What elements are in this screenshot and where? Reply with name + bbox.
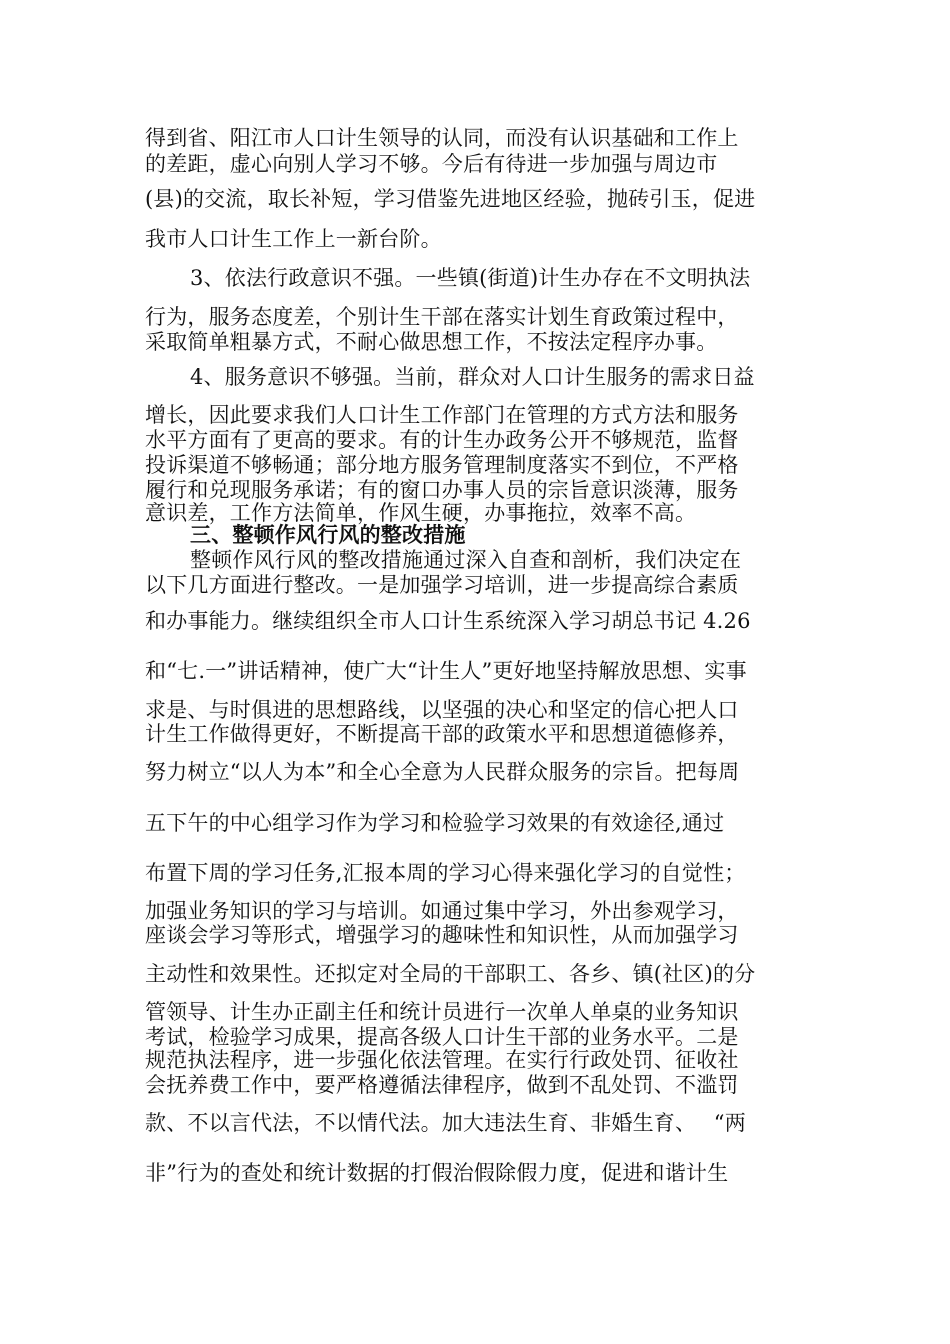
- text-line: 采取简单粗暴方式，不耐心做思想工作，不按法定程序办事。: [145, 330, 718, 354]
- text-line: 布置下周的学习任务,汇报本周的学习心得来强化学习的自觉性；: [145, 861, 746, 885]
- text-line: 加强业务知识的学习与培训。如通过集中学习，外出参观学习，: [145, 899, 739, 923]
- text-line: 水平方面有了更高的要求。有的计生办政务公开不够规范，监督: [145, 428, 739, 452]
- text-line: 增长，因此要求我们人口计生工作部门在管理的方式方法和服务: [145, 403, 739, 427]
- text-line: 意识差，工作方法简单，作风生硬，办事拖拉，效率不高。: [145, 501, 697, 525]
- text-line: 主动性和效果性。还拟定对全局的干部职工、各乡、镇(社区)的分: [145, 962, 756, 986]
- text-line: 非”行为的查处和统计数据的打假治假除假力度，促进和谐计生: [145, 1161, 729, 1185]
- text-line: 4、服务意识不够强。当前，群众对人口计生服务的需求日益: [190, 365, 755, 389]
- text-line: 努力树立“以人为本”和全心全意为人民群众服务的宗旨。把每周: [145, 760, 740, 784]
- text-line: 得到省、阳江市人口计生领导的认同，而没有认识基础和工作上: [145, 126, 739, 150]
- text-line: 考试，检验学习成果，提高各级人口计生干部的业务水平。二是: [145, 1025, 739, 1049]
- text-line: 计生工作做得更好，不断提高干部的政策水平和思想道德修养，: [145, 722, 739, 746]
- text-line: 款、不以言代法，不以情代法。加大违法生育、非婚生育、 “两: [145, 1111, 746, 1135]
- text-line: 求是、与时俱进的思想路线，以坚强的决心和坚定的信心把人口: [145, 698, 739, 722]
- text-line: 履行和兑现服务承诺；有的窗口办事人员的宗旨意识淡薄，服务: [145, 478, 739, 502]
- text-line: 的差距，虚心向别人学习不够。今后有待进一步加强与周边市: [145, 152, 718, 176]
- section-heading: 三、整顿作风行风的整改措施: [190, 522, 466, 547]
- text-line: 管领导、计生办正副主任和统计员进行一次单人单桌的业务知识: [145, 1000, 739, 1024]
- text-line: (县)的交流，取长补短，学习借鉴先进地区经验，抛砖引玉，促进: [145, 187, 756, 211]
- text-line: 五下午的中心组学习作为学习和检验学习效果的有效途径,通过: [145, 811, 725, 835]
- text-line: 和“七.一”讲话精神，使广大“计生人”更好地坚持解放思想、实事: [145, 659, 747, 683]
- text-line: 3、依法行政意识不强。一些镇(街道)计生办存在不文明执法: [190, 266, 751, 290]
- text-line: 规范执法程序，进一步强化依法管理。在实行行政处罚、征收社: [145, 1048, 739, 1072]
- text-line: 以下几方面进行整改。一是加强学习培训，进一步提高综合素质: [145, 573, 739, 597]
- text-line: 整顿作风行风的整改措施通过深入自查和剖析，我们决定在: [190, 548, 742, 572]
- text-line: 会抚养费工作中，要严格遵循法律程序，做到不乱处罚、不滥罚: [145, 1073, 739, 1097]
- text-line: 座谈会学习等形式，增强学习的趣味性和知识性，从而加强学习: [145, 923, 739, 947]
- text-line: 我市人口计生工作上一新台阶。: [145, 227, 442, 251]
- text-line: 和办事能力。继续组织全市人口计生系统深入学习胡总书记 4.26: [145, 609, 751, 633]
- text-line: 行为，服务态度差，个别计生干部在落实计划生育政策过程中，: [145, 305, 739, 329]
- text-line: 投诉渠道不够畅通；部分地方服务管理制度落实不到位，不严格: [145, 453, 739, 477]
